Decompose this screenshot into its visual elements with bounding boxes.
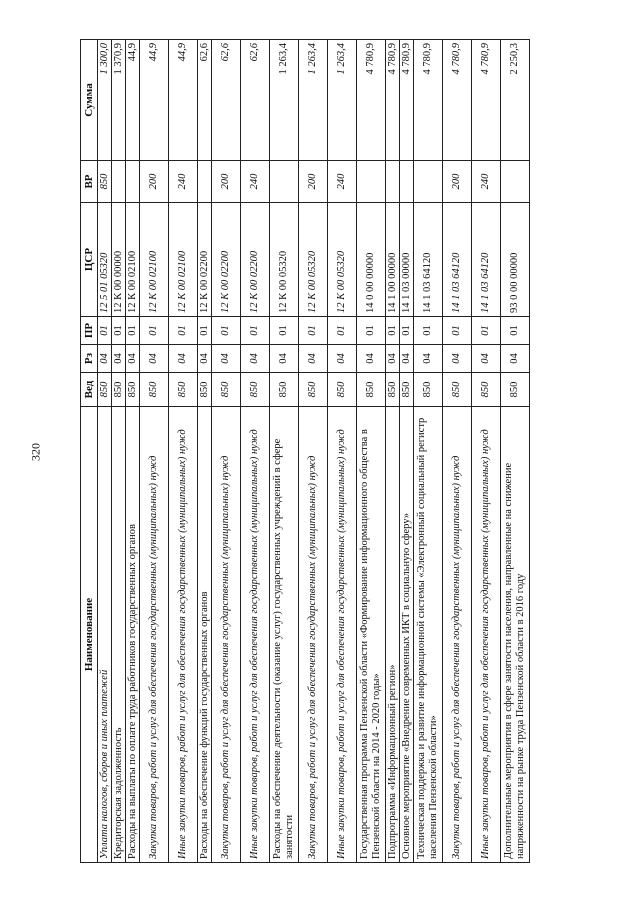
row-rz: 04 — [501, 345, 530, 373]
row-pr: 01 — [328, 317, 357, 345]
header-csr: ЦСР — [81, 203, 98, 317]
row-sum: 4 780,9 — [472, 40, 501, 161]
header-sum: Сумма — [81, 40, 98, 161]
row-name: Уплата налогов, сборов и иных платежей — [98, 407, 112, 863]
row-ved: 850 — [443, 373, 472, 407]
row-rz: 04 — [400, 345, 414, 373]
table-row — [112, 40, 126, 863]
row-sum: 44,9 — [169, 40, 198, 161]
row-name: Закупка товаров, работ и услуг для обеспечения государственных (муниципальных) нужд — [299, 407, 328, 863]
row-vr — [400, 161, 414, 203]
table-row — [400, 40, 414, 863]
row-rz: 04 — [299, 345, 328, 373]
row-ved: 850 — [270, 373, 299, 407]
row-ved: 850 — [414, 373, 443, 407]
row-name: Государственная программа Пензенской области «Формирование информационного общества в Пензенской области на 2014 - 2020 годы» — [357, 407, 386, 863]
row-vr: 240 — [241, 161, 270, 203]
row-ved: 850 — [126, 373, 140, 407]
row-pr: 01 — [241, 317, 270, 345]
row-name: Расходы на обеспечение деятельности (оказание услуг) государственных учреждений в сфере занятости — [270, 407, 299, 863]
row-vr: 200 — [212, 161, 241, 203]
row-vr: 200 — [299, 161, 328, 203]
row-pr: 01 — [501, 317, 530, 345]
row-ved: 850 — [140, 373, 169, 407]
table-row — [270, 40, 299, 863]
row-csr: 12 К 00 02100 — [126, 203, 140, 317]
row-csr: 14 1 00 00000 — [386, 203, 400, 317]
row-pr: 01 — [472, 317, 501, 345]
header-name: Наименование — [81, 407, 98, 863]
row-ved: 850 — [386, 373, 400, 407]
table-row — [169, 40, 198, 863]
row-vr — [357, 161, 386, 203]
row-vr — [501, 161, 530, 203]
row-rz: 04 — [241, 345, 270, 373]
table-row — [98, 40, 112, 863]
row-ved: 850 — [112, 373, 126, 407]
row-rz: 04 — [472, 345, 501, 373]
row-csr: 14 0 00 00000 — [357, 203, 386, 317]
table-row — [386, 40, 400, 863]
row-csr: 14 1 03 64120 — [472, 203, 501, 317]
row-name: Иные закупки товаров, работ и услуг для обеспечения государственных (муниципальных) нужд — [241, 407, 270, 863]
row-pr: 01 — [212, 317, 241, 345]
table-header-row — [81, 40, 98, 863]
row-csr: 14 1 03 64120 — [443, 203, 472, 317]
table-row — [472, 40, 501, 863]
table-row — [357, 40, 386, 863]
row-csr: 12 К 00 00000 — [112, 203, 126, 317]
row-ved: 850 — [501, 373, 530, 407]
row-name: Кредиторская задолженность — [112, 407, 126, 863]
row-vr: 200 — [443, 161, 472, 203]
row-name: Иные закупки товаров, работ и услуг для обеспечения государственных (муниципальных) нужд — [328, 407, 357, 863]
row-vr: 850 — [98, 161, 112, 203]
row-pr: 01 — [400, 317, 414, 345]
row-pr: 01 — [299, 317, 328, 345]
row-rz: 04 — [212, 345, 241, 373]
row-name: Закупка товаров, работ и услуг для обеспечения государственных (муниципальных) нужд — [212, 407, 241, 863]
row-sum: 62,6 — [212, 40, 241, 161]
table-row — [443, 40, 472, 863]
row-name: Дополнительные мероприятия в сфере занятости населения, направленные на снижение напряженности на рынке труда Пензенской области в 2016 году — [501, 407, 530, 863]
row-pr: 01 — [198, 317, 212, 345]
table-row — [241, 40, 270, 863]
row-rz: 04 — [270, 345, 299, 373]
rotated-page — [80, 40, 550, 863]
row-vr — [386, 161, 400, 203]
table-row — [501, 40, 530, 863]
table-row — [126, 40, 140, 863]
row-sum: 1 370,9 — [112, 40, 126, 161]
row-vr — [270, 161, 299, 203]
row-csr: 14 1 03 00000 — [400, 203, 414, 317]
row-vr — [112, 161, 126, 203]
row-rz: 04 — [169, 345, 198, 373]
row-sum: 62,6 — [198, 40, 212, 161]
row-sum: 4 780,9 — [400, 40, 414, 161]
row-sum: 44,9 — [140, 40, 169, 161]
row-rz: 04 — [414, 345, 443, 373]
row-sum: 4 780,9 — [357, 40, 386, 161]
row-vr — [414, 161, 443, 203]
row-ved: 850 — [212, 373, 241, 407]
row-sum: 4 780,9 — [443, 40, 472, 161]
row-rz: 04 — [126, 345, 140, 373]
row-rz: 04 — [357, 345, 386, 373]
row-pr: 01 — [169, 317, 198, 345]
row-csr: 12 К 00 02200 — [198, 203, 212, 317]
table-row — [140, 40, 169, 863]
row-csr: 12 К 00 05320 — [299, 203, 328, 317]
row-sum: 1 263,4 — [328, 40, 357, 161]
row-csr: 12 К 00 02100 — [169, 203, 198, 317]
table-body — [98, 40, 530, 863]
row-pr: 01 — [140, 317, 169, 345]
row-ved: 850 — [299, 373, 328, 407]
header-rz: Рз — [81, 345, 98, 373]
row-csr: 12 К 00 05320 — [270, 203, 299, 317]
row-ved: 850 — [198, 373, 212, 407]
row-pr: 01 — [357, 317, 386, 345]
row-pr: 01 — [270, 317, 299, 345]
row-name: Закупка товаров, работ и услуг для обеспечения государственных (муниципальных) нужд — [443, 407, 472, 863]
row-name: Иные закупки товаров, работ и услуг для обеспечения государственных (муниципальных) нужд — [472, 407, 501, 863]
table-row — [198, 40, 212, 863]
row-pr: 01 — [443, 317, 472, 345]
row-name: Иные закупки товаров, работ и услуг для обеспечения государственных (муниципальных) нужд — [169, 407, 198, 863]
row-rz: 04 — [198, 345, 212, 373]
row-rz: 04 — [140, 345, 169, 373]
row-sum: 1 300,0 — [98, 40, 112, 161]
row-name: Подпрограмма «Информационный регион» — [386, 407, 400, 863]
row-ved: 850 — [328, 373, 357, 407]
row-csr: 93 0 00 00000 — [501, 203, 530, 317]
row-vr — [126, 161, 140, 203]
page-number: 320 — [28, 443, 43, 461]
row-name: Техническая поддержка и развитие информационной системы «Электронный социальный регистр населения Пензенской области» — [414, 407, 443, 863]
row-name: Закупка товаров, работ и услуг для обеспечения государственных (муниципальных) нужд — [140, 407, 169, 863]
row-name: Расходы на выплаты по оплате труда работников государственных органов — [126, 407, 140, 863]
header-pr: ПР — [81, 317, 98, 345]
row-ved: 850 — [98, 373, 112, 407]
row-ved: 850 — [169, 373, 198, 407]
row-sum: 2 250,3 — [501, 40, 530, 161]
row-ved: 850 — [357, 373, 386, 407]
row-csr: 14 1 03 64120 — [414, 203, 443, 317]
row-sum: 44,9 — [126, 40, 140, 161]
table-row — [212, 40, 241, 863]
row-rz: 04 — [443, 345, 472, 373]
row-sum: 62,6 — [241, 40, 270, 161]
row-sum: 4 780,9 — [414, 40, 443, 161]
row-vr: 240 — [169, 161, 198, 203]
row-sum: 1 263,4 — [299, 40, 328, 161]
row-pr: 01 — [98, 317, 112, 345]
row-name: Основное мероприятие «Внедрение современных ИКТ в социальную сферу» — [400, 407, 414, 863]
row-csr: 12 К 00 02100 — [140, 203, 169, 317]
row-vr: 200 — [140, 161, 169, 203]
row-csr: 12 К 00 02200 — [212, 203, 241, 317]
row-pr: 01 — [386, 317, 400, 345]
row-vr: 240 — [472, 161, 501, 203]
row-name: Расходы на обеспечение функций государственных органов — [198, 407, 212, 863]
table-row — [328, 40, 357, 863]
row-pr: 01 — [112, 317, 126, 345]
row-csr: 12 5 01 05320 — [98, 203, 112, 317]
row-sum: 4 780,9 — [386, 40, 400, 161]
row-ved: 850 — [241, 373, 270, 407]
row-vr — [198, 161, 212, 203]
header-vr: ВР — [81, 161, 98, 203]
row-rz: 04 — [386, 345, 400, 373]
row-vr: 240 — [328, 161, 357, 203]
row-ved: 850 — [472, 373, 501, 407]
row-rz: 04 — [328, 345, 357, 373]
row-ved: 850 — [400, 373, 414, 407]
row-csr: 12 К 00 02200 — [241, 203, 270, 317]
table-row — [414, 40, 443, 863]
row-pr: 01 — [126, 317, 140, 345]
row-pr: 01 — [414, 317, 443, 345]
budget-table — [80, 39, 530, 863]
header-ved: Вед — [81, 373, 98, 407]
row-sum: 1 263,4 — [270, 40, 299, 161]
row-csr: 12 К 00 05320 — [328, 203, 357, 317]
row-rz: 04 — [112, 345, 126, 373]
table-row — [299, 40, 328, 863]
row-rz: 04 — [98, 345, 112, 373]
